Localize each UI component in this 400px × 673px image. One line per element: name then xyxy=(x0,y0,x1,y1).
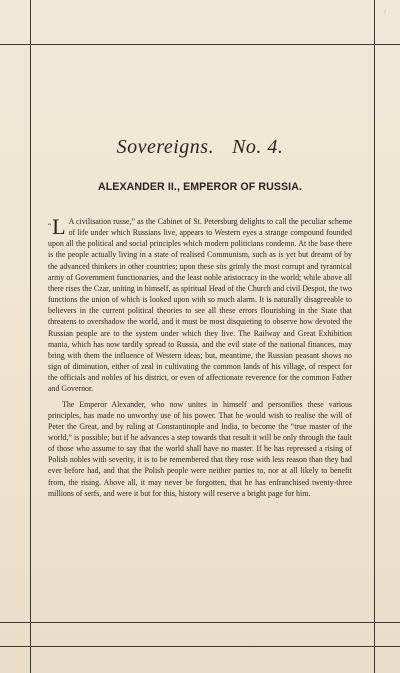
bottom-border-rule-2 xyxy=(0,646,400,647)
drop-cap xyxy=(48,214,66,239)
article-subtitle: ALEXANDER II., EMPEROR OF RUSSIA. xyxy=(97,181,302,193)
top-border-rule xyxy=(0,44,400,45)
drop-cap-letter: L xyxy=(52,214,66,239)
paragraph-1-text: A civilisation russe,” as the Cabinet of St. Petersburg delights to call the peculiar scheme of life under which Russians live, appears to Western eyes a strange compound founded upon all the political and social principles which modern politicians condemn. At the base there is the people actually living in a state of realised Communism, such as is yet but dreamt of by the advanced thinkers in other countries; upon these sits grimly the most corrupt and tyrannical army of Government functionaries, and the least noble aristocracy in the world; while above all there rises the Czar, uniting in himself, as spiritual Head of the Church and civil Despot, the two functions the union of which is looked upon with so much alarm. It is naturally disagreeable to believers in the current political theories to see all these errors flourishing in the State that threatens to overshadow the world, and it must be most disquieting to observe how devoted the Russian people are to the system under which they live. The Railway and Great Exhibition mania, which has now tardily spread to Russia, and the evil state of the national finances, may bring with them the influence of Western ideas; but, meantime, the Russian peasant shows no sign of diminution, either of zeal in cultivating the common lands of his village, of respect for the officials and nobles of his district, or even of affectionate reverence for the common Father and Governor. xyxy=(48,217,352,394)
series-number: No. 4. xyxy=(232,136,284,158)
page-title xyxy=(0,136,400,159)
series-title: Sovereigns. xyxy=(116,136,215,158)
right-border-rule xyxy=(374,0,375,673)
corner-pencil-mark: / xyxy=(384,9,386,15)
bottom-border-rule xyxy=(0,622,400,623)
article-body xyxy=(48,216,352,499)
left-border-rule xyxy=(30,0,31,673)
article-paragraph-2: The Emperor Alexander, who now unites in himself and personifies these various principles, has made no unworthy use of his power. That he would wish to realise the will of Peter the Great, and by ruling at Constantinople and India, to become the “true master of the world,” is possible; but if he advances a step towards that result it will be only through the fault of those who assume to say that the world shall have no master. If he has repressed a rising of Polish nobles with severity, it is to be remembered that they rose with less reason than they had ever before had, and that the Polish people were neither parties to, nor at all likely to benefit from, the rising. Above all, it may never be forgotten, that he has enfranchised twenty-three millions of serfs, and were it but for this, history will reserve a bright page for him. xyxy=(48,399,352,498)
opening-quote: “ xyxy=(48,222,52,230)
article-paragraph-1 xyxy=(48,216,352,395)
